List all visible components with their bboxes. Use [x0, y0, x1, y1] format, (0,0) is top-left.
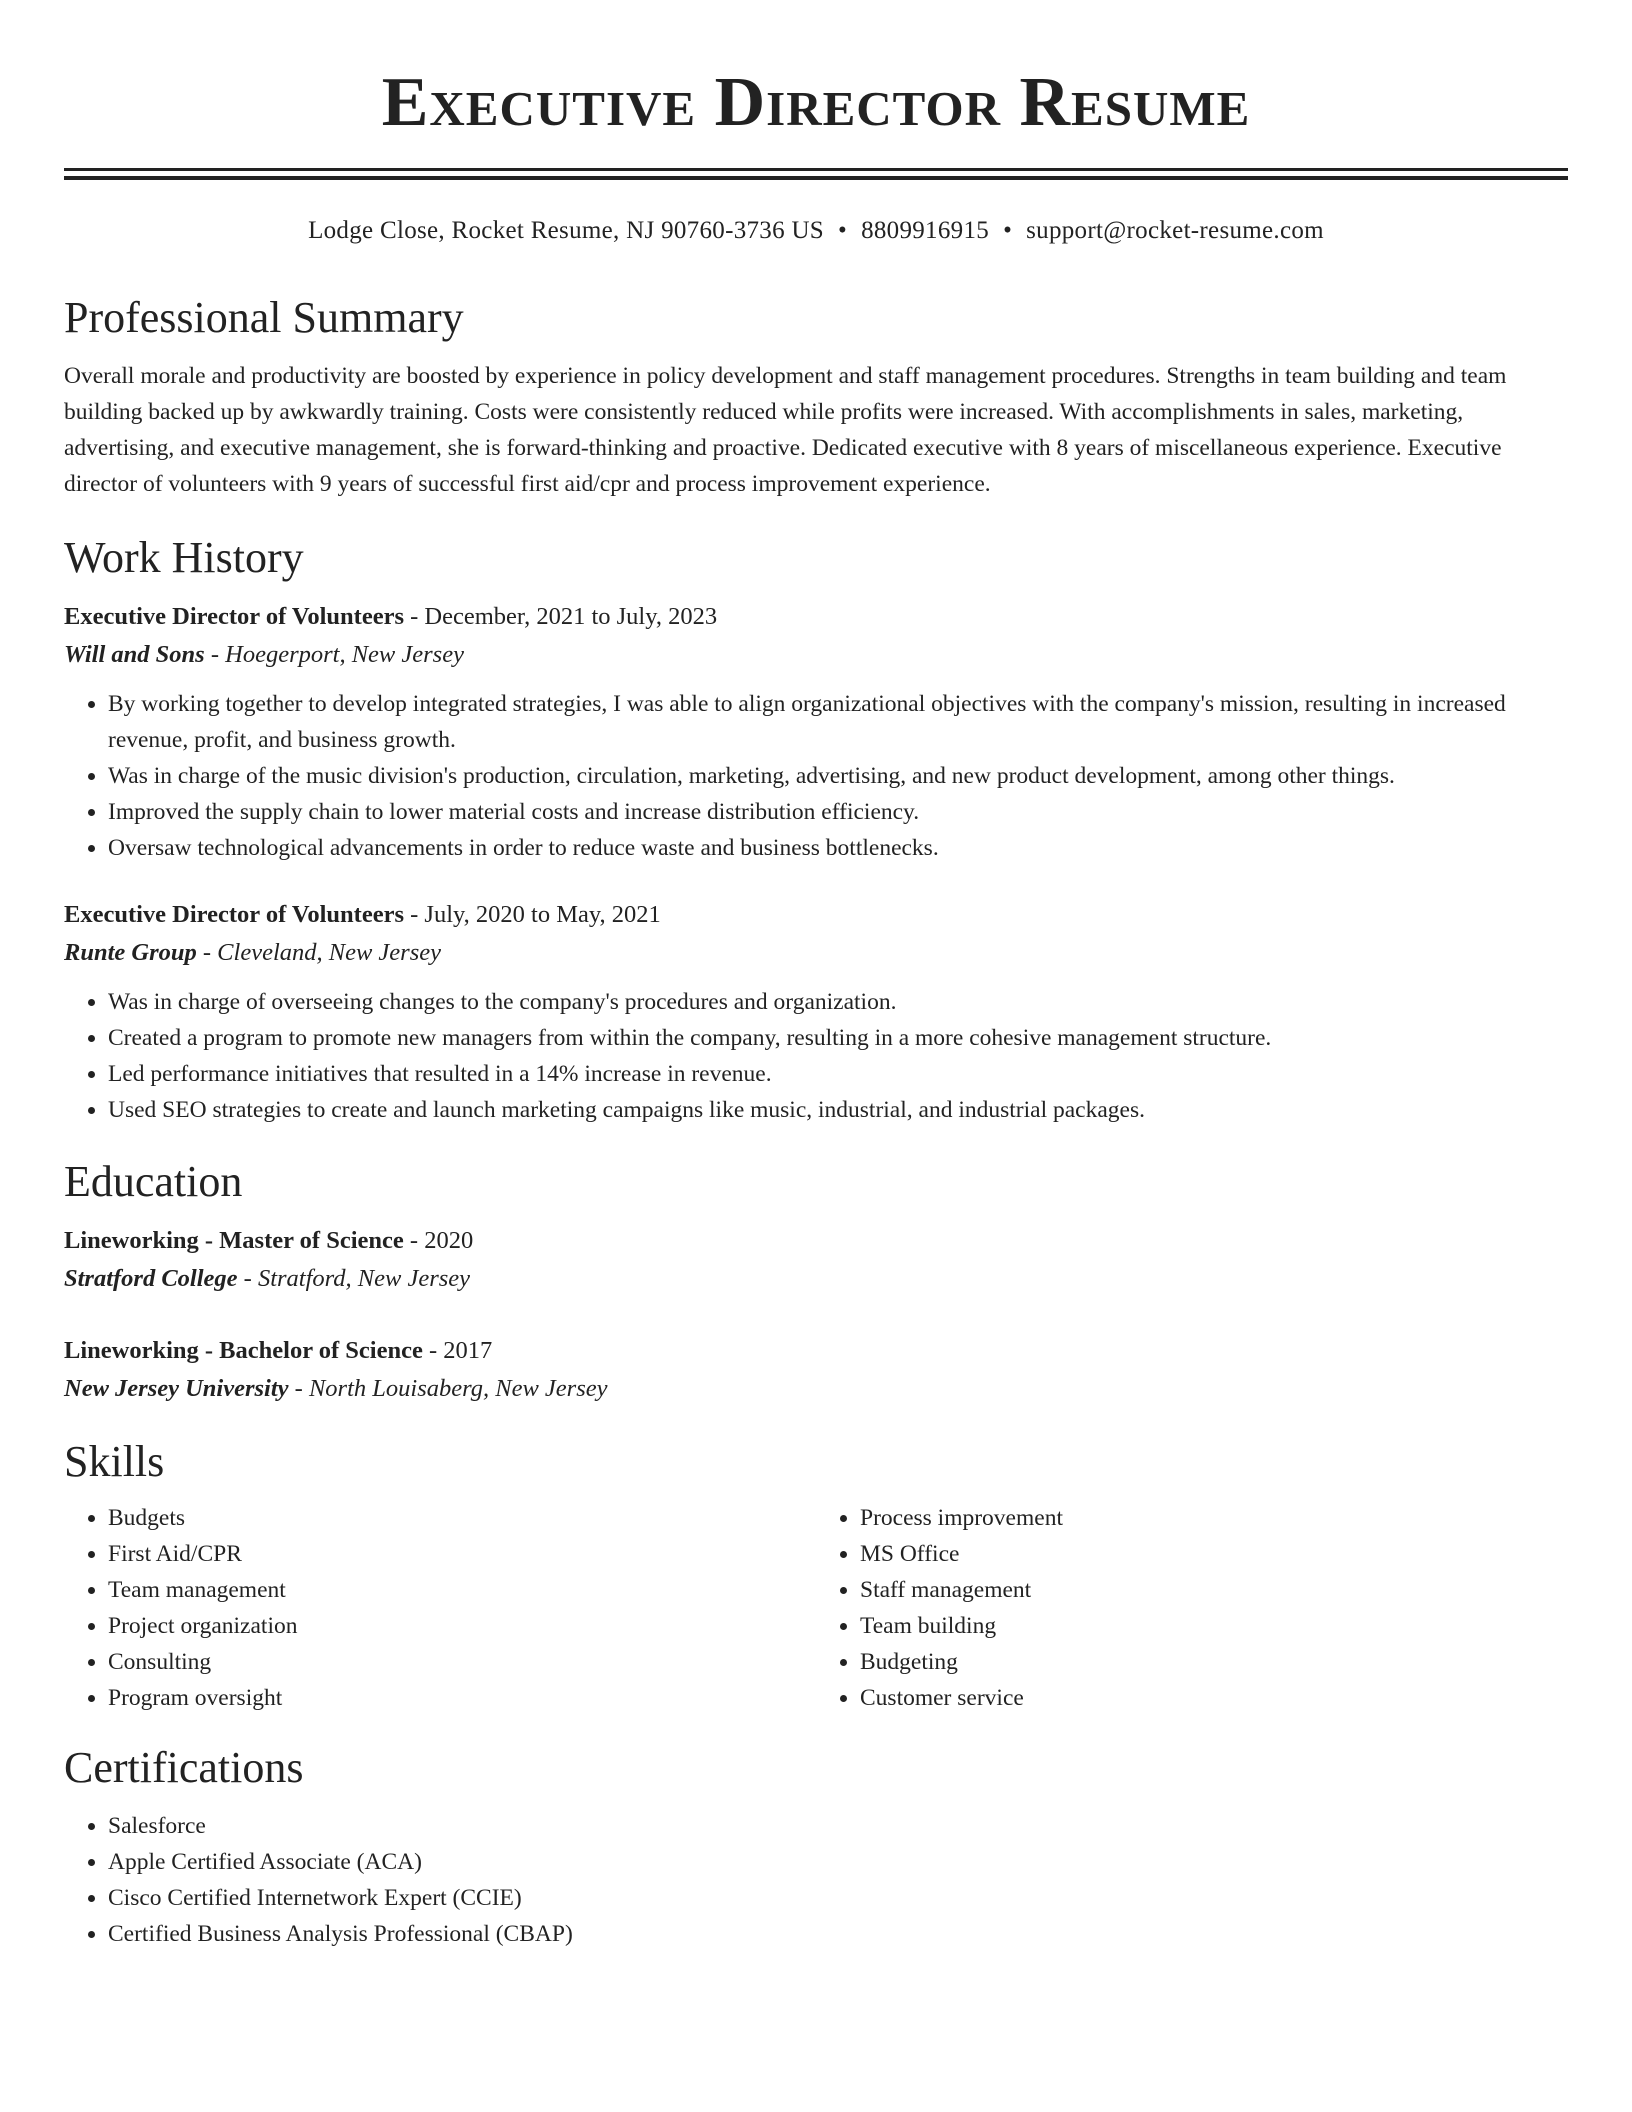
list-item: • Oversaw technological advancements in order to reduce waste and business bottlenecks. [108, 830, 1568, 866]
job-entry [64, 896, 1568, 1128]
list-item: • Was in charge of overseeing changes to the company's procedures and organization. [108, 984, 1568, 1020]
list-item: • Project organization [108, 1608, 816, 1644]
certifications-list [64, 1808, 1568, 1952]
list-item: • Improved the supply chain to lower material costs and increase distribution efficiency. [108, 794, 1568, 830]
company-location: - Cleveland, New Jersey [196, 939, 441, 966]
school-name: Stratford College [64, 1265, 238, 1292]
summary-text: Overall morale and productivity are boosted by experience in policy development and staff management procedures. Strengths in team building and team building backed up by awkwardly training. Costs were consistently reduced while profits were increased. With accomplishments in sales, marketing, advertising, and executive management, she is forward-thinking and proactive. Dedicated executive with 8 years of miscellaneous experience. Executive director of volunteers with 9 years of successful first aid/cpr and process improvement experience. [64, 363, 1507, 497]
skills-heading: Skills [64, 1437, 165, 1486]
degree: Lineworking - Master of Science [64, 1227, 404, 1254]
education-heading: Education [64, 1157, 243, 1206]
list-item: • Cisco Certified Internetwork Expert (CCIE) [108, 1880, 1568, 1916]
job-bullets [64, 984, 1568, 1128]
company-location: - Hoegerport, New Jersey [204, 641, 464, 668]
list-item: • Certified Business Analysis Professional (CBAP) [108, 1916, 1568, 1952]
school-location: - North Louisaberg, New Jersey [288, 1375, 608, 1402]
list-item: • Consulting [108, 1644, 816, 1680]
list-item: • Team management [108, 1572, 816, 1608]
list-item: • First Aid/CPR [108, 1536, 816, 1572]
list-item: • Program oversight [108, 1680, 816, 1716]
list-item: • By working together to develop integrated strategies, I was able to align organizational objectives with the company's mission, resulting in increased revenue, profit, and business growth. [108, 686, 1568, 758]
list-item: • Customer service [860, 1680, 1568, 1716]
job-title-line [64, 598, 1568, 636]
skills-columns [64, 1500, 1568, 1716]
list-item: • Staff management [860, 1572, 1568, 1608]
certifications-heading: Certifications [64, 1743, 304, 1792]
job-dates: - December, 2021 to July, 2023 [404, 603, 718, 630]
job-entry [64, 598, 1568, 866]
contact-line [64, 214, 1568, 248]
list-item: • Created a program to promote new managers from within the company, resulting in a more cohesive management structure. [108, 1020, 1568, 1056]
graduation-year: - 2020 [403, 1227, 474, 1254]
job-title-line [64, 896, 1568, 934]
work-history-heading: Work History [64, 533, 304, 582]
company-name: Runte Group [64, 939, 197, 966]
skills-list-left [64, 1500, 816, 1716]
list-item: • Process improvement [860, 1500, 1568, 1536]
list-item: • Was in charge of the music division's production, circulation, marketing, advertising, and new product development, among other things. [108, 758, 1568, 794]
list-item: • Salesforce [108, 1808, 1568, 1844]
job-title: Executive Director of Volunteers [64, 603, 404, 630]
list-item: • MS Office [860, 1536, 1568, 1572]
contact-address: Lodge Close, Rocket Resume, NJ 90760-3736 US [308, 217, 824, 244]
skills-list-right [816, 1500, 1568, 1716]
company-name: Will and Sons [64, 641, 205, 668]
title-divider-thick [64, 168, 1568, 171]
list-item: • Budgets [108, 1500, 816, 1536]
job-bullets [64, 686, 1568, 866]
contact-separator: • [1003, 217, 1013, 244]
company-line [64, 636, 1568, 674]
title-divider-thin [64, 176, 1568, 180]
job-dates: - July, 2020 to May, 2021 [404, 901, 661, 928]
summary-heading: Professional Summary [64, 293, 464, 342]
school-location: - Stratford, New Jersey [237, 1265, 471, 1292]
resume-title: Executive Director Resume [381, 64, 1251, 141]
graduation-year: - 2017 [422, 1337, 493, 1364]
list-item: • Budgeting [860, 1644, 1568, 1680]
school-name: New Jersey University [64, 1375, 289, 1402]
list-item: • Apple Certified Associate (ACA) [108, 1844, 1568, 1880]
degree: Lineworking - Bachelor of Science [64, 1337, 423, 1364]
list-item: • Team building [860, 1608, 1568, 1644]
school-line [64, 1260, 1568, 1298]
company-line [64, 934, 1568, 972]
job-title: Executive Director of Volunteers [64, 901, 404, 928]
education-entry [64, 1332, 1568, 1408]
list-item: • Led performance initiatives that resulted in a 14% increase in revenue. [108, 1056, 1568, 1092]
contact-phone: 8809916915 [861, 217, 990, 244]
list-item: • Used SEO strategies to create and launch marketing campaigns like music, industrial, and industrial packages. [108, 1092, 1568, 1128]
contact-email: support@rocket-resume.com [1026, 217, 1324, 244]
degree-line [64, 1222, 1568, 1260]
education-entry [64, 1222, 1568, 1298]
school-line [64, 1370, 1568, 1408]
degree-line [64, 1332, 1568, 1370]
contact-separator: • [838, 217, 848, 244]
